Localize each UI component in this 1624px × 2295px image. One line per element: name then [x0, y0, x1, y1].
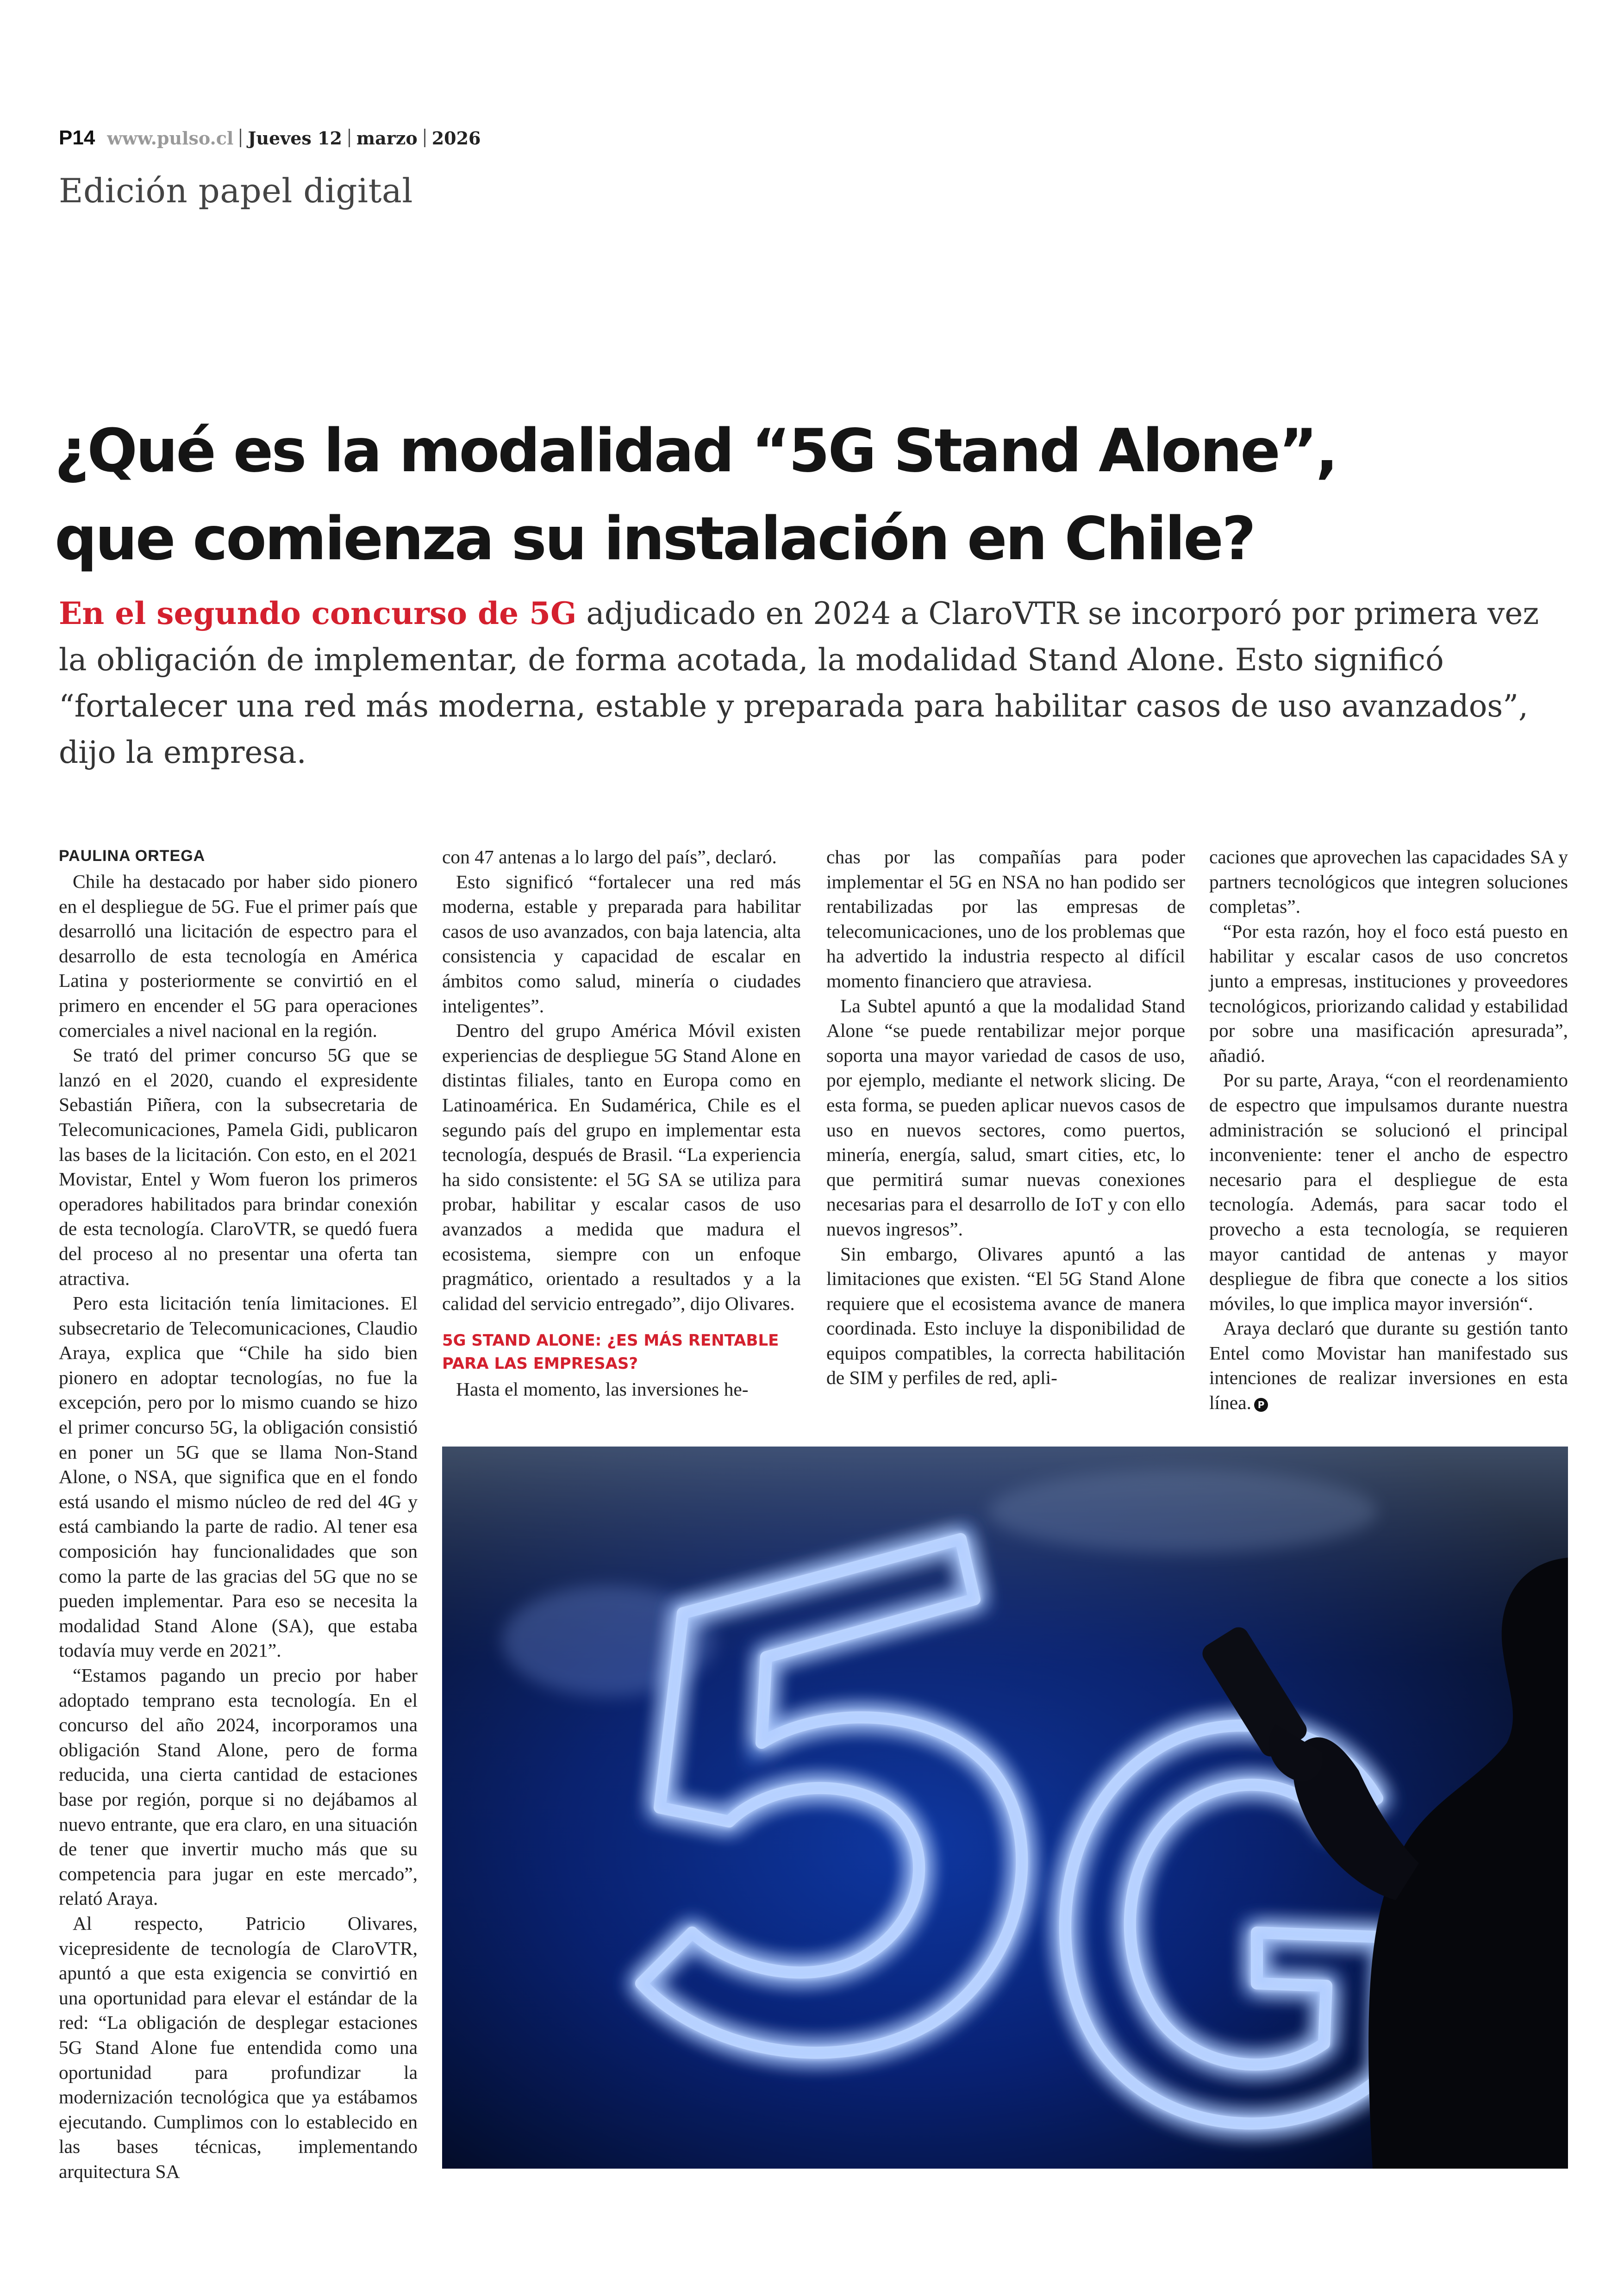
paragraph-final: [1209, 1316, 1568, 1415]
paragraph: Pero esta licitación tenía limitaciones. El subsecretario de Telecomunicaciones, Claudio Araya, explica que “Chile ha sido bien pionero en adoptar tecnologías, no fue la excepción, pero por lo mismo cuando se hizo el primer concurso 5G, la obligación consistió en poner un 5G que se llama Non-Stand Alone, o NSA, que significa que en el fondo está usando el mismo núcleo de red del 4G y está cambiando la parte de radio. Al tener esa composición hay funcionalidades que son como la parte de las gracias del 5G que no se pueden implementar. Para eso se necesita la modalidad Stand Alone (SA), que estaba todavía muy verde en 2021”.: [59, 1292, 418, 1661]
article-column-3: [826, 845, 1185, 1391]
neon-5g-illustration: [442, 1447, 1568, 2169]
folio-day: Jueves 12: [248, 127, 342, 149]
final-paragraph-text: Araya declaró que durante su gestión tanto Entel como Movistar han manifestado sus intenciones de realizar inversiones en esta línea.: [1209, 1317, 1568, 1414]
paragraph: Hasta el momento, las inversiones he-: [456, 1378, 749, 1400]
section-subhead: 5G STAND ALONE: ¿ES MÁS RENTABLE PARA LAS EMPRESAS?: [442, 1331, 779, 1373]
headline-line-2: que comienza su instalación en Chile?: [55, 505, 1255, 574]
article-column-1: [59, 869, 418, 2184]
site-url[interactable]: www.pulso.cl: [107, 127, 234, 149]
paragraph: Sin embargo, Olivares apuntó a las limitaciones que existen. “El 5G Stand Alone requiere que el ecosistema avance de manera coordinada. Esto incluye la disponibilidad de equipos compatibles, la correcta habilitación de SIM y perfiles de red, apli-: [826, 1243, 1185, 1389]
paragraph: Chile ha destacado por haber sido pionero en el despliegue de 5G. Fue el primer país que desarrolló una licitación de espectro para el desarrollo de esta tecnología en América Latina y posteriormente se convirtió en el primero en encender el 5G para operaciones comerciales a nivel nacional en la región.: [59, 871, 418, 1041]
article-photo: [442, 1447, 1568, 2169]
folio-divider: [349, 129, 350, 147]
article-column-2: [442, 845, 801, 1402]
paragraph: Al respecto, Patricio Olivares, vicepresidente de tecnología de ClaroVTR, apuntó a que esta exigencia se convirtió en una oportunidad para elevar el estándar de la red: “La obligación de desplegar estaciones 5G Stand Alone fue entendida como una oportunidad para profundizar la modernización tecnológica que ya estábamos ejecutando. Cumplimos con lo establecido en las bases técnicas, implementando arquitectura SA: [59, 1912, 418, 2182]
folio-year: 2026: [431, 127, 481, 149]
edition-label: Edición papel digital: [59, 171, 413, 210]
folio-month: marzo: [356, 127, 418, 149]
paragraph-continued: caciones que aprovechen las capacidades SA y partners tecnológicos que integren soluciones completas”.: [1209, 846, 1568, 917]
paragraph: “Por esta razón, hoy el foco está puesto en habilitar y escalar casos de uso concretos junto a empresas, instituciones y proveedores tecnológicos, priorizando calidad y estabilidad por sobre una masificación apresurada”, añadió.: [1209, 920, 1568, 1066]
folio-line: [59, 124, 481, 152]
background-blur-shape: [988, 1470, 1377, 1553]
paragraph: Dentro del grupo América Móvil existen experiencias de despliegue 5G Stand Alone en distintas filiales, tanto en Europa como en Latinoamérica. En Sudamérica, Chile es el segundo país del grupo en implementar esta tecnología, después de Brasil. “La experiencia ha sido consistente: el 5G SA se utiliza para probar, habilitar y escalar casos de uso avanzados a medida que madura el ecosistema, siempre con un enfoque pragmático, orientado a resultados y a la calidad del servicio entregado”, dijo Olivares.: [442, 1020, 801, 1314]
folio-divider: [424, 129, 425, 147]
paragraph: “Estamos pagando un precio por haber adoptado temprano esta tecnología. En el concurso del año 2024, incorporamos una obligación Stand Alone, pero de forma reducida, una cierta cantidad de estaciones base por región, porque si no dejábamos al nuevo entrante, que era claro, en una situación de tener que invertir mucho más que su competencia para jugar en este mercado”, relató Araya.: [59, 1665, 418, 1909]
page-number: P14: [59, 126, 95, 149]
article-headline: [55, 407, 1582, 583]
paragraph-continued: con 47 antenas a lo largo del país”, declaró.: [442, 846, 777, 867]
end-mark-icon: P: [1254, 1398, 1268, 1412]
headline-line-1: ¿Qué es la modalidad “5G Stand Alone”,: [55, 417, 1337, 486]
deck-text: adjudicado en 2024 a ClaroVTR se incorporó por primera vez la obligación de implementar, de forma acotada, la modalidad Stand Alone. Esto significó “fortalecer una red más moderna, estable y preparada para habilitar casos de uso avanzados”, dijo la empresa.: [59, 596, 1539, 770]
paragraph: Por su parte, Araya, “con el reordenamiento de espectro que impulsamos durante nuestra administración se solucionó el principal inconveniente: tener el ancho de espectro necesario para el despliegue de esta tecnología. Además, para sacar todo el provecho a esta tecnología, se requieren mayor cantidad de antenas y mayor despliegue de fibra que conecte a los sitios móviles, lo que implica mayor inversión“.: [1209, 1069, 1568, 1314]
article-deck: [59, 590, 1563, 776]
paragraph-continued: chas por las compañías para poder implementar el 5G en NSA no han podido ser rentabilizadas por las empresas de telecomunicaciones, uno de los problemas que ha advertido la industria respecto al difícil momento financiero que atraviesa.: [826, 846, 1185, 992]
paragraph: La Subtel apuntó a que la modalidad Stand Alone “se puede rentabilizar mejor porque soporta una mayor variedad de casos de uso, por ejemplo, mediante el network slicing. De esta forma, se pueden aplicar nuevos casos de uso en nuevos sectores, como puertos, minería, energía, salud, smart cities, etc, lo que permitirá sumar nuevas conexiones necesarias para el desarrollo de IoT y con ello nuevos ingresos”.: [826, 995, 1185, 1240]
folio-divider: [240, 129, 241, 147]
paragraph: Esto significó “fortalecer una red más moderna, estable y preparada para habilitar casos de uso avanzados, con baja latencia, alta consistencia y capacidad de escalar en ámbitos como salud, minería o ciudades inteligentes”.: [442, 871, 801, 1017]
article-column-4: [1209, 845, 1568, 1416]
deck-kicker: En el segundo concurso de 5G: [59, 595, 577, 631]
paragraph: Se trató del primer concurso 5G que se lanzó en el 2020, cuando el expresidente Sebastián Piñera, con la subsecretaria de Telecomunicaciones, Pamela Gidi, publicaron las bases de la licitación. Con esto, en el 2021 Movistar, Entel y Wom fueron los primeros operadores habilitados para brindar conexión de esta tecnología. ClaroVTR, se quedó fuera del proceso al no presentar una oferta tan atractiva.: [59, 1044, 418, 1289]
byline: PAULINA ORTEGA: [59, 847, 206, 865]
